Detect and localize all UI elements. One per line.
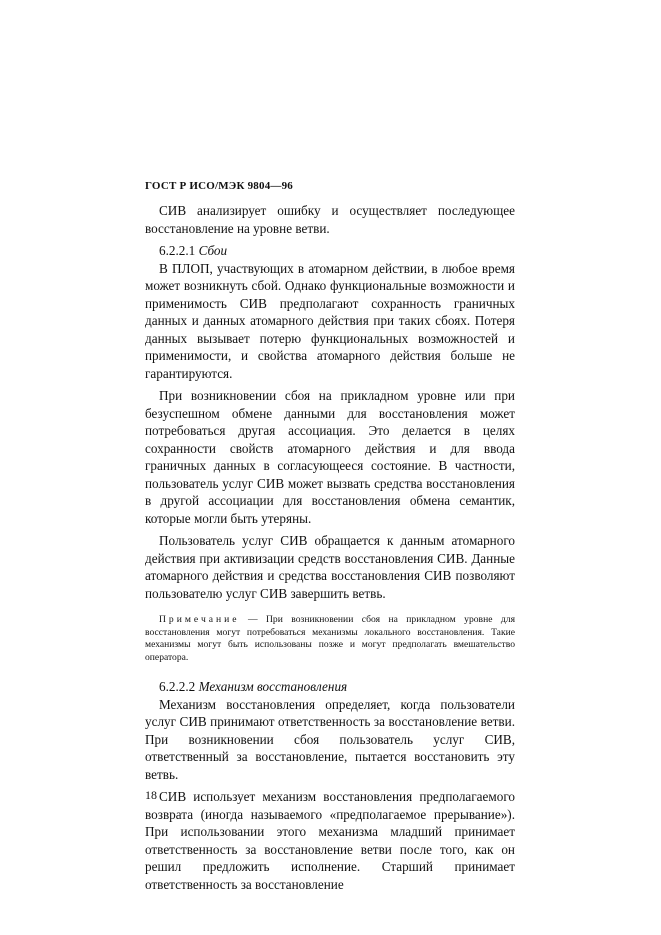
section-heading-6-2-2-1 (145, 242, 515, 260)
section-title: Сбои (198, 243, 228, 258)
paragraph-4: Механизм восстановления определяет, когда пользователи услуг СИВ принимают ответственность за восстановление ветви. При возникновении сбоя пользователь услуг СИВ, ответственный за восстановление, пытается восстановить эту ветвь. (145, 696, 515, 782)
paragraph-2: При возникновении сбоя на прикладном уровне или при безуспешном обмене данными для восстановления может потребоваться другая ассоциация. Это делается в целях сохранности свойств атомарного действия и для ввода граничных данных в согласующееся состояние. В частности, пользователь услуг СИВ может вызвать средства восстановления в другой ассоциации для восстановления обмена семантик, которые могли быть утеряны. (145, 388, 515, 526)
paragraph-5: СИВ использует механизм восстановления предполагаемого возврата (иногда называемого «предполагаемое прерывание»). При использовании этого механизма младший принимает ответственность за восстановление ветви после того, как он решил предложить исполнение. Старший принимает ответственность за восстановление (145, 789, 515, 892)
section-title: Механизм восстановления (198, 679, 348, 694)
note-text: — При возникновении сбоя на прикладном уровне для восстановления могут потребоваться механизмы локального восстановления. Такие механизмы могут быть использованы позже и могут предполагать вмешательство оператора. (145, 614, 515, 663)
section-number: 6.2.2.2 (159, 679, 196, 694)
note (145, 614, 515, 664)
paragraph-intro: СИВ анализирует ошибку и осуществляет последующее восстановление на уровне ветви. (145, 203, 515, 236)
paragraph-3: Пользователь услуг СИВ обращается к данным атомарного действия при активизации средств восстановления СИВ. Данные атомарного действия и средства восстановления СИВ позволяют пользователю услуг СИВ завершить ветвь. (145, 533, 515, 601)
document-page (145, 180, 515, 898)
page-number: 18 (145, 788, 157, 802)
paragraph-1: В ПЛОП, участвующих в атомарном действии, в любое время может возникнуть сбой. Однако функциональные возможности и применимость СИВ предполагают сохранность граничных данных и данных атомарного действия при таких сбоях. Потеря данных вызывает потерю функциональных возможностей и применимости, и свойства атомарного действия больше не гарантируются. (145, 260, 515, 381)
document-header: ГОСТ Р ИСО/МЭК 9804—96 (145, 180, 293, 192)
section-heading-6-2-2-2 (145, 678, 515, 696)
section-number: 6.2.2.1 (159, 243, 196, 258)
note-label: Примечание (159, 614, 240, 625)
